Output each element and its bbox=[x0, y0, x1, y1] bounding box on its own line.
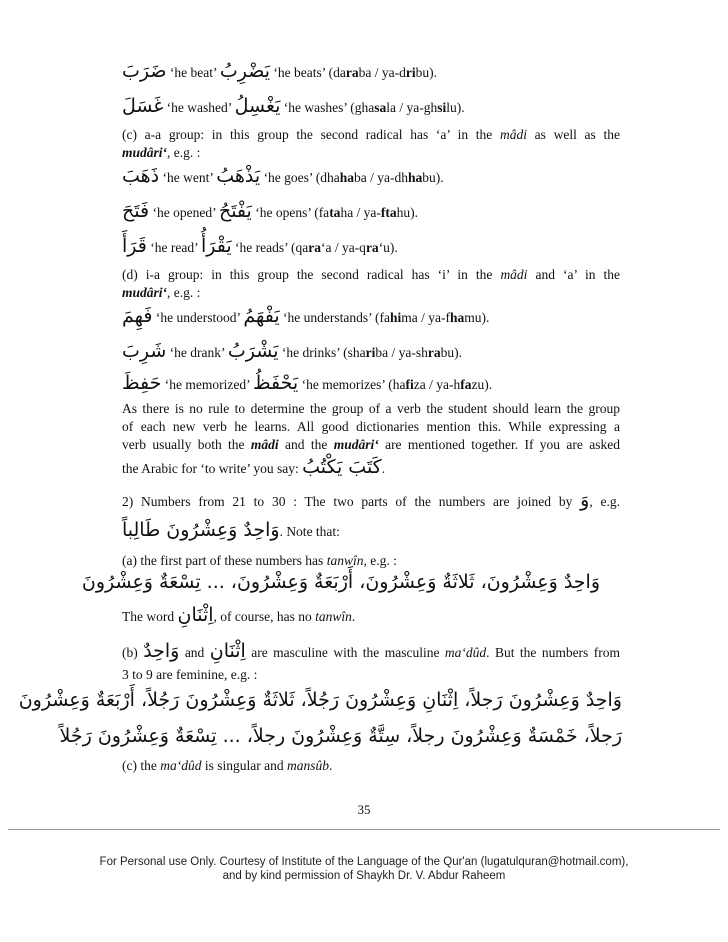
arabic-mudari: يَذْهَبُ bbox=[216, 165, 261, 187]
arabic-mudari: يَشْرَبُ bbox=[227, 340, 279, 362]
footer-line-1: For Personal use Only. Courtesy of Institute of the Language of the Qur'an (lugatulquran@hotmail.com), bbox=[99, 856, 629, 868]
arabic-mudari: يَحْفَظُ bbox=[253, 372, 299, 394]
arabic-mudari: يَضْرِبُ bbox=[219, 60, 270, 82]
example-line-daraba: ضَرَبَ ‘he beat’ يَضْرِبُ ‘he beats’ (daraba / ya-dribu). bbox=[122, 60, 437, 82]
arabic-madi: فَهِمَ bbox=[122, 305, 153, 327]
paragraph-line: of each new verb he learns. All good dictionaries mention this. While expressing a bbox=[122, 419, 620, 434]
page-number: 35 bbox=[357, 802, 371, 817]
arabic-madi: قَرَأَ bbox=[122, 235, 147, 257]
rule-b-cont: 3 to 9 are feminine, e.g. : bbox=[122, 667, 258, 682]
example-line-qaraa: قَرَأَ ‘he read’ يَقْرَأُ ‘he reads’ (qara‘a / ya-qra‘u). bbox=[122, 235, 398, 257]
arabic-madi: فَتَحَ bbox=[122, 200, 150, 222]
example-line-hafiza: حَفِظَ ‘he memorized’ يَحْفَظُ ‘he memorizes’ (hafiza / ya-hfazu). bbox=[122, 372, 493, 394]
arabic-madi: غَسَلَ bbox=[122, 95, 164, 117]
numbers-heading: 2) Numbers from 21 to 30 : The two parts of the numbers are joined by وَ, e.g. bbox=[122, 489, 620, 511]
arabic-mudari: يَفْهَمُ bbox=[243, 305, 280, 327]
paragraph-line: verb usually both the mâdi and the mudâri‘ are mentioned together. If you are asked bbox=[122, 437, 620, 452]
example-line-dhahaba: ذَهَبَ ‘he went’ يَذْهَبُ ‘he goes’ (dhahaba / ya-dhhabu). bbox=[122, 165, 444, 187]
rule-a-note: The word اِثْنَانِ, of course, has no tanwîn. bbox=[122, 604, 356, 626]
example-line-ghasala: غَسَلَ ‘he washed’ يَغْسِلُ ‘he washes’ (ghasala / ya-ghsilu). bbox=[122, 95, 465, 117]
arabic-madi: ذَهَبَ bbox=[122, 165, 160, 187]
section-d-heading: (d) i-a group: in this group the second radical has ‘i’ in the mâdi and ‘a’ in the bbox=[122, 267, 620, 282]
arabic-wahid-wa-ishrun: وَاحِدٌ وَعِشْرُونَ طَالِباً bbox=[122, 519, 280, 541]
arabic-wahid: وَاحِدٌ bbox=[143, 640, 180, 662]
arabic-madi: حَفِظَ bbox=[122, 372, 162, 394]
arabic-mudari: يَفْتَحُ bbox=[218, 200, 252, 222]
example-line-fataha: فَتَحَ ‘he opened’ يَفْتَحُ ‘he opens’ (fataha / ya-ftahu). bbox=[122, 200, 419, 222]
numbers-example: وَاحِدٌ وَعِشْرُونَ طَالِباً. Note that: bbox=[122, 519, 340, 541]
arabic-mudari: يَقْرَأُ bbox=[200, 235, 232, 257]
section-d-heading-cont: mudâri‘, e.g. : bbox=[122, 285, 201, 300]
paragraph-line: As there is no rule to determine the group of a verb the student should learn the group bbox=[122, 401, 620, 416]
arabic-masculine-list: وَاحِدٌ وَعِشْرُونَ رَجلاً، اِثْنَانِ وَعِشْرُونَ رَجُلاً، ثَلاثَةٌ وَعِشْرُونَ رَجُلاً، أَرْبَعَةٌ وَعِشْرُونَ bbox=[18, 689, 622, 711]
footer-divider bbox=[8, 829, 720, 830]
rule-c: (c) the ma‘dûd is singular and mansûb. bbox=[122, 758, 333, 773]
arabic-ithnan: اِثْنَانِ bbox=[209, 640, 246, 662]
arabic-madi: شَرِبَ bbox=[122, 340, 167, 362]
rule-a: (a) the first part of these numbers has tanwîn, e.g. : bbox=[122, 553, 397, 568]
section-c-heading: (c) a-a group: in this group the second radical has ‘a’ in the mâdi as well as the bbox=[122, 127, 620, 142]
section-c-heading-cont: mudâri‘, e.g. : bbox=[122, 145, 201, 160]
arabic-waw: وَ bbox=[580, 489, 590, 511]
footer-line-2: and by kind permission of Shaykh Dr. V. Abdur Raheem bbox=[222, 870, 506, 882]
arabic-mudari: يَغْسِلُ bbox=[234, 95, 281, 117]
example-line-fahima: فَهِمَ ‘he understood’ يَفْهَمُ ‘he understands’ (fahima / ya-fhamu). bbox=[122, 305, 490, 327]
rule-b: (b) وَاحِدٌ and اِثْنَانِ are masculine with the masculine ma‘dûd. But the numbers from bbox=[122, 640, 620, 662]
arabic-numbers-list: وَاحِدٌ وَعِشْرُونَ، ثَلاثَةٌ وَعِشْرُونَ، أَرْبَعَةٌ وَعِشْرُونَ، ... تِسْعَةٌ وَعِشْرُونَ bbox=[81, 571, 600, 593]
arabic-kataba-yaktubu: كَتَبَ يَكْتُبُ bbox=[302, 456, 382, 478]
arabic-madi: ضَرَبَ bbox=[122, 60, 167, 82]
arabic-masculine-list-cont: رَجلاً، خَمْسَةٌ وَعِشْرُونَ رجلاً، سِتَّةٌ وَعِشْرُونَ رجلاً، ... تِسْعَةٌ وَعِشْرُونَ رَجُلاً bbox=[59, 725, 622, 747]
arabic-ithnan: اِثْنَانِ bbox=[177, 604, 214, 626]
paragraph-line: the Arabic for ‘to write’ you say: كَتَبَ يَكْتُبُ. bbox=[122, 456, 386, 478]
footer-note bbox=[0, 855, 728, 883]
example-line-shariba: شَرِبَ ‘he drank’ يَشْرَبُ ‘he drinks’ (shariba / ya-shrabu). bbox=[122, 340, 462, 362]
